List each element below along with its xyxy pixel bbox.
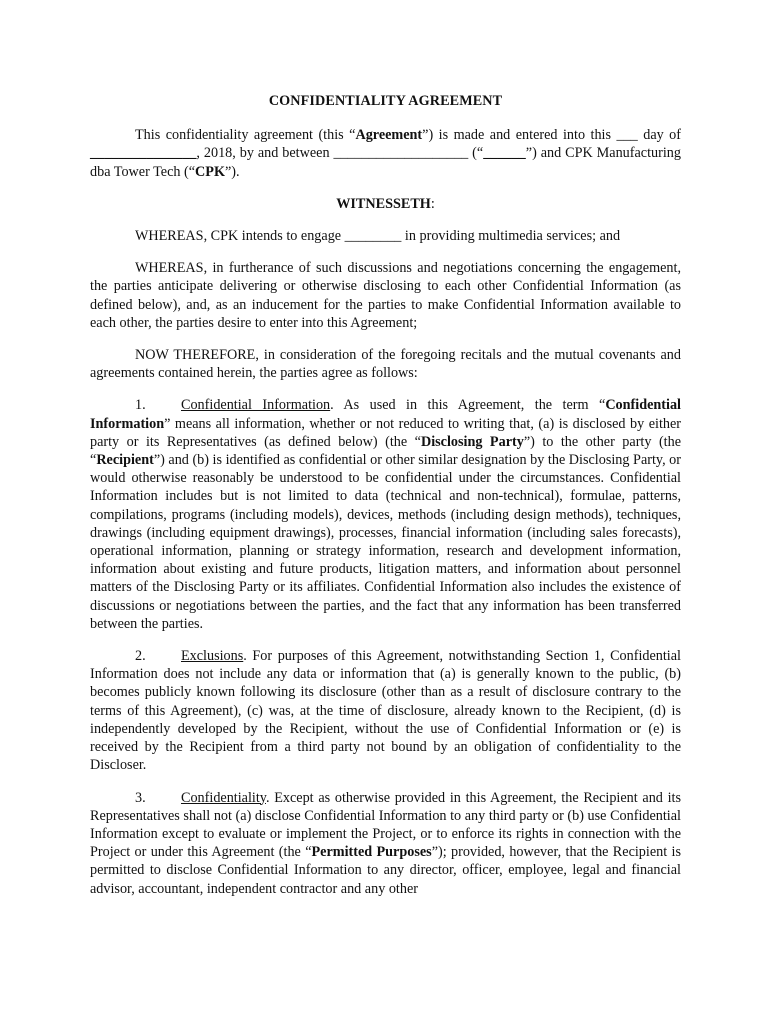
witnesseth-heading bbox=[90, 195, 681, 213]
defined-term-agreement: Agreement bbox=[355, 127, 423, 144]
whereas-paragraph-2: WHEREAS, in furtherance of such discussions and negotiations concerning the engagement, the parties anticipate delivering or otherwise disclosing to each other Confidential Information (as defined below), and, as an inducement for the parties to make Confidential Information available to each other, the parties desire to enter into this Agreement; bbox=[90, 260, 681, 331]
section-text: . As used in this Agreement, the term “ bbox=[330, 397, 606, 414]
intro-text-1: This confidentiality agreement (this “ bbox=[135, 127, 356, 144]
intro-text-4: (“ bbox=[468, 145, 484, 162]
section-heading: Confidentiality bbox=[181, 789, 266, 806]
section-text: ”) and (b) is identified as confidential or other similar designation by the Disclosing Party, or would otherwise reasonably be understood to be confidential under the circumstances. Confidential Information includes but is not limited to data (technical and non-technical), formulae, patterns, compilations, programs (including models), devices, methods (including design methods), techniques, drawings (including equipment drawings), processes, financial information (including sales forecasts), operational information, planning or strategy information, research and development information, information about existing and future products, litigation matters, and information about personnel matters of the Disclosing Party or its affiliates. Confidential Information also includes the existence of discussions or negotiations between the parties, and the fact that any information has been transferred between the parties. bbox=[90, 452, 681, 632]
section-heading: Confidential Information bbox=[181, 397, 331, 414]
section-text: ”) to the other party (the “ bbox=[90, 433, 682, 469]
date-blank: _______________ bbox=[90, 145, 197, 162]
defined-term-recipient: Recipient bbox=[96, 452, 154, 469]
intro-text-3: , 2018, by and between bbox=[196, 145, 334, 162]
intro-text-2: ”) is made and entered into this ___ day of bbox=[422, 127, 682, 144]
section-text: ” means all information, whether or not reduced to writing that, (a) is disclosed by either party or its Representatives (as defined below) (the “ bbox=[90, 415, 681, 450]
section-number: 1. bbox=[135, 397, 146, 414]
defined-term-cpk: CPK bbox=[195, 163, 225, 180]
now-therefore-paragraph: NOW THEREFORE, in consideration of the foregoing recitals and the mutual covenants and agreements contained herein, the parties agree as follows: bbox=[90, 347, 681, 382]
defined-term-disclosing-party: Disclosing Party bbox=[420, 433, 524, 450]
defined-term-confidential-information: Confidential Information bbox=[90, 397, 681, 432]
intro-text-6: ”). bbox=[225, 163, 240, 180]
defined-term-permitted-purposes: Permitted Purposes bbox=[311, 844, 432, 861]
party-short-name-blank: ______ bbox=[483, 145, 526, 162]
section-heading: Exclusions bbox=[181, 648, 244, 665]
section-number: 2. bbox=[135, 648, 146, 665]
document-page bbox=[90, 92, 681, 898]
section-text: ”); provided, however, that the Recipient is permitted to disclose Confidential Information to any director, officer, employee, legal and financial advisor, accountant, independent contractor and any other bbox=[90, 844, 681, 897]
whereas-paragraph-1: WHEREAS, CPK intends to engage ________ in providing multimedia services; and bbox=[135, 228, 621, 245]
witnesseth-colon: : bbox=[430, 195, 435, 212]
section-1 bbox=[90, 396, 681, 633]
intro-paragraph bbox=[90, 126, 681, 181]
section-number: 3. bbox=[135, 789, 146, 806]
section-text: . For purposes of this Agreement, notwithstanding Section 1, Confidential Information does not include any data or information that (a) is generally known to the public, (b) becomes publicly known following its disclosure (other than as a result of disclosure contrary to the terms of this Agreement), (c) was, at the time of disclosure, already known to the Recipient, (d) is independently developed by the Recipient, without the use of Confidential Information or (e) is received by the Recipient from a third party not bound by an obligation of confidentiality to the Discloser. bbox=[90, 648, 681, 774]
intro-text-5: ”) and CPK Manufacturing dba Tower Tech (“ bbox=[90, 145, 681, 180]
witnesseth-word: WITNESSETH bbox=[336, 195, 431, 212]
party-name-blank: ___________________ bbox=[333, 145, 469, 162]
section-2 bbox=[90, 647, 681, 774]
section-3 bbox=[90, 789, 681, 898]
section-text: . Except as otherwise provided in this Agreement, the Recipient and its Representatives shall not (a) disclose Confidential Information to any third party or (b) use Confidential Information except to evaluate or implement the Project, or to enforce its rights in connection with the Project or under this Agreement (the “ bbox=[90, 789, 681, 861]
document-title: CONFIDENTIALITY AGREEMENT bbox=[268, 93, 503, 109]
